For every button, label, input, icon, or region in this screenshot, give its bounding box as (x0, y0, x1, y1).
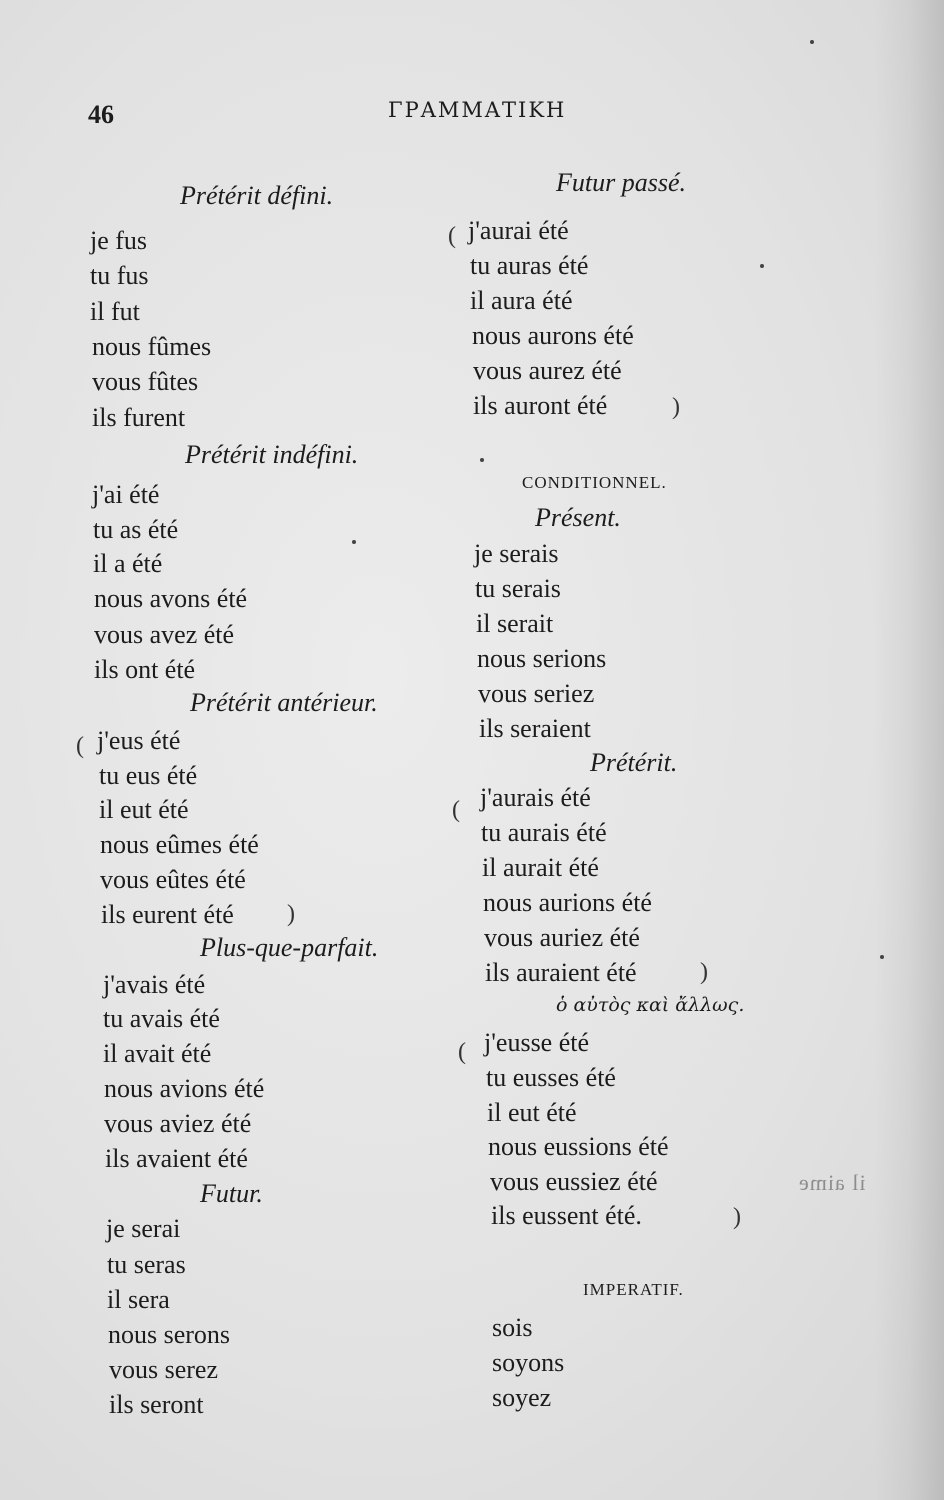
heading-futur-passe: Futur passé. (556, 168, 686, 197)
conj-line: ils eussent été. (491, 1201, 642, 1230)
conj-line: vous aviez été (104, 1109, 252, 1138)
conj-line: j'avais été (103, 970, 206, 999)
bracket: ) (700, 959, 708, 985)
section-imperatif: IMPERATIF. (583, 1280, 684, 1299)
conj-line: nous aurions été (483, 888, 652, 917)
conj-line: ils seront (109, 1390, 204, 1419)
conj-line: il a été (93, 549, 163, 578)
conj-line: vous avez été (94, 620, 235, 649)
conj-line: tu fus (90, 261, 149, 290)
conj-line: ils auront été (473, 391, 608, 420)
conj-line: tu avais été (103, 1004, 220, 1033)
conj-line: ils seraient (479, 714, 591, 743)
conj-line: j'eusse été (484, 1028, 590, 1057)
conj-line: j'aurais été (480, 783, 591, 812)
conj-line: j'eus été (97, 726, 181, 755)
conj-line: il sera (107, 1285, 170, 1314)
bleed-through-text: il aime (798, 1170, 866, 1195)
conj-line: je fus (90, 226, 148, 255)
conj-line: j'ai été (92, 480, 160, 509)
conj-line: tu seras (107, 1250, 186, 1279)
conj-line: il fut (90, 297, 140, 326)
ink-speck (480, 458, 484, 462)
greek-note: ὁ αὐτὸς καὶ ἄλλως. (556, 994, 745, 1016)
conj-line: nous eussions été (488, 1132, 669, 1161)
bracket: ( (448, 223, 456, 249)
conj-line: soyons (492, 1348, 565, 1377)
bracket: ) (733, 1204, 741, 1230)
conj-line: nous avons été (94, 584, 248, 613)
heading-plus-que-parfait: Plus-que-parfait. (200, 933, 379, 962)
ink-speck (810, 40, 814, 44)
conj-line: vous serez (109, 1355, 219, 1384)
heading-preterit-defini: Prétérit défini. (180, 181, 334, 210)
conj-line: il aurait été (482, 853, 599, 882)
conj-line: nous aurons été (472, 321, 634, 350)
conj-line: vous fûtes (92, 367, 199, 396)
running-title: ΓΡΑΜΜΑΤΙΚΗ (388, 98, 567, 122)
conj-line: tu auras été (470, 251, 589, 280)
conj-line: vous auriez été (484, 923, 640, 952)
bracket: ( (76, 733, 84, 759)
conj-line: soyez (492, 1383, 552, 1412)
conj-line: tu eusses été (486, 1063, 616, 1092)
conj-line: il aura été (470, 286, 573, 315)
conj-line: nous eûmes été (100, 830, 259, 859)
page-number: 46 (88, 100, 114, 129)
conj-line: il eut été (487, 1098, 577, 1127)
heading-preterit-anterieur: Prétérit antérieur. (190, 688, 378, 717)
conj-line: ils avaient été (105, 1144, 248, 1173)
bracket: ) (287, 901, 295, 927)
conj-line: nous serons (108, 1320, 231, 1349)
heading-preterit-indefini: Prétérit indéfini. (185, 440, 359, 469)
conj-line: sois (492, 1313, 533, 1342)
conj-line: ils eurent été (101, 900, 234, 929)
bracket: ( (458, 1039, 466, 1065)
ink-speck (352, 540, 356, 544)
conj-line: nous serions (477, 644, 607, 673)
heading-present: Présent. (535, 503, 621, 532)
conj-line: je serais (474, 539, 559, 568)
conj-line: ils furent (92, 403, 186, 432)
heading-futur: Futur. (200, 1179, 263, 1208)
conj-line: vous aurez été (473, 356, 622, 385)
conj-line: nous fûmes (92, 332, 212, 361)
conj-line: vous eussiez été (490, 1167, 658, 1196)
conj-line: nous avions été (104, 1074, 265, 1103)
ink-speck (880, 955, 884, 959)
conj-line: vous eûtes été (100, 865, 246, 894)
conj-line: il serait (476, 609, 554, 638)
conj-line: ils ont été (94, 655, 196, 684)
bracket: ( (452, 797, 460, 823)
conj-line: tu as été (93, 515, 179, 544)
conj-line: vous seriez (478, 679, 595, 708)
bracket: ) (672, 394, 680, 420)
ink-speck (760, 264, 764, 268)
conj-line: il eut été (99, 795, 189, 824)
conj-line: je serai (106, 1214, 181, 1243)
conj-line: tu aurais été (481, 818, 607, 847)
heading-preterit: Prétérit. (590, 748, 678, 777)
conj-line: j'aurai été (468, 216, 569, 245)
conj-line: tu eus été (99, 761, 198, 790)
page-binding-shadow (874, 0, 944, 1500)
conj-line: tu serais (475, 574, 561, 603)
conj-line: ils auraient été (485, 958, 637, 987)
section-conditionnel: CONDITIONNEL. (522, 473, 667, 492)
conj-line: il avait été (103, 1039, 212, 1068)
